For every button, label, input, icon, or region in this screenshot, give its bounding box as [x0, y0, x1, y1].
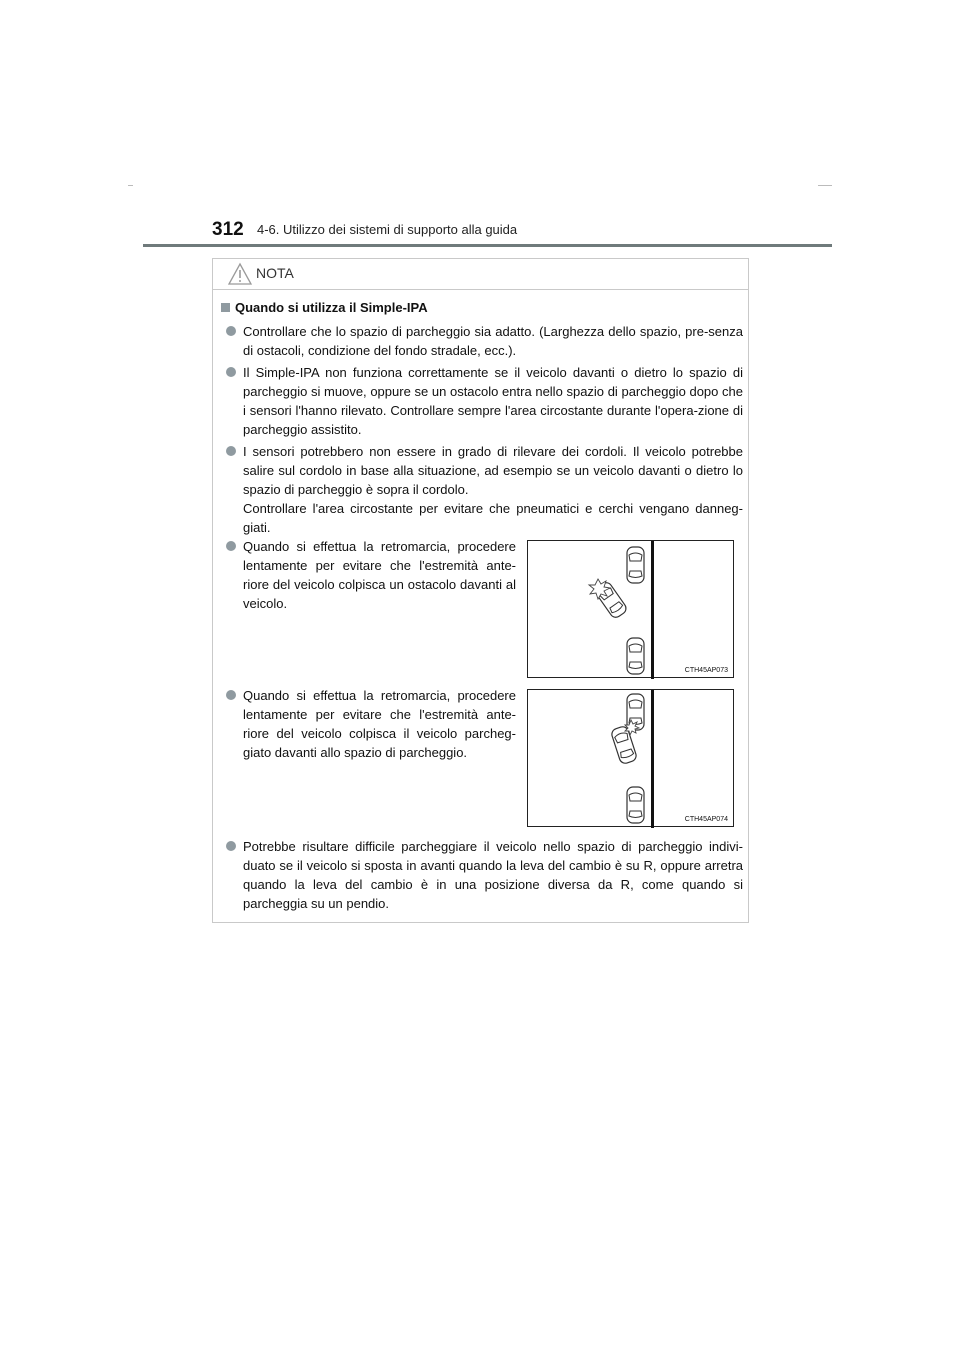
list-item — [243, 686, 516, 762]
list-item-text: Quando si effettua la retromarcia, procedere lentamente per evitare che l'estremità ante-riore del veicolo colpisca il veicolo parcheg-giato davanti allo spazio di parcheggio. — [243, 688, 516, 760]
illustration-front-obstacle — [527, 540, 734, 678]
bullet-icon — [226, 690, 236, 700]
car-icon — [627, 787, 644, 823]
car-icon — [627, 638, 644, 674]
note-label: NOTA — [256, 265, 294, 281]
header-rule — [143, 244, 832, 247]
list-item — [243, 442, 743, 537]
square-bullet-icon — [221, 303, 230, 312]
parking-diagram-2 — [528, 690, 735, 828]
bullet-icon — [226, 326, 236, 336]
list-item — [243, 837, 743, 913]
figure-code: CTH45AP074 — [684, 816, 728, 823]
list-item — [243, 322, 743, 360]
list-item-text: Quando si effettua la retromarcia, procedere lentamente per evitare che l'estremità ante-riore del veicolo colpisca un ostacolo davanti al veicolo. — [243, 539, 516, 611]
list-item-text: Potrebbe risultare difficile parcheggiare il veicolo nello spazio di parcheggio indivi-duato se il veicolo si sposta in avanti quando la leva del cambio è su R, oppure arretra quando la leva del cambio è in una posizione diversa da R, come quando si parcheggia su un pendio. — [243, 839, 743, 911]
note-box-header — [213, 259, 748, 290]
crop-mark-left — [128, 185, 133, 186]
page-number: 312 — [212, 219, 244, 240]
bullet-icon — [226, 446, 236, 456]
parking-diagram-1 — [528, 541, 735, 679]
note-box — [212, 258, 749, 923]
list-item-text: Controllare che lo spazio di parcheggio sia adatto. (Larghezza dello spazio, pre-senza di ostacoli, condizione del fondo stradale, ecc.). — [243, 324, 743, 358]
impact-icon — [589, 579, 610, 599]
bullet-icon — [226, 841, 236, 851]
bullet-icon — [226, 541, 236, 551]
car-icon — [627, 547, 644, 583]
bullet-icon — [226, 367, 236, 377]
section-heading-text: Quando si utilizza il Simple-IPA — [235, 300, 428, 315]
list-item — [243, 537, 516, 613]
section-heading — [221, 300, 428, 315]
illustration-parked-car — [527, 689, 734, 827]
warning-triangle-icon — [227, 262, 253, 286]
list-item — [243, 363, 743, 439]
crop-mark-right — [818, 185, 832, 186]
list-item-text: I sensori potrebbero non essere in grado di rilevare dei cordoli. Il veicolo potrebbe salire sul cordolo in base alla situazione, ad esempio se un veicolo davanti o dietro lo spazio di parcheggio è sopra il cordolo. — [243, 444, 743, 497]
list-item-text-continued: Controllare l'area circostante per evitare che pneumatici e cerchi vengano danneg-giati. — [243, 501, 743, 535]
section-title: 4-6. Utilizzo dei sistemi di supporto alla guida — [257, 222, 518, 237]
list-item-text: Il Simple-IPA non funziona correttamente se il veicolo davanti o dietro lo spazio di parcheggio si muove, oppure se un ostacolo entra nello spazio di parcheggio dopo che i sensori l'hanno rilevato. Controllare sempre l'area circostante durante l'opera-zione di parcheggio assistito. — [243, 365, 743, 437]
figure-code: CTH45AP073 — [684, 667, 728, 674]
